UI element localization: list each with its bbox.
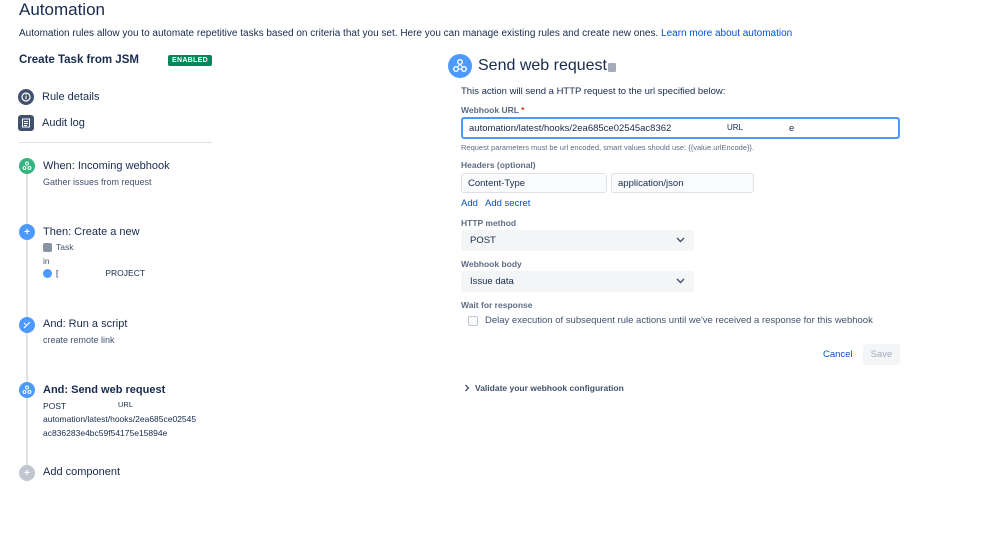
issue-type-label: Task (56, 242, 74, 252)
step-title[interactable]: When: Incoming webhook (43, 160, 170, 172)
step-subtitle: Gather issues from request (43, 177, 152, 187)
intro-description: Automation rules allow you to automate repetitive tasks based on criteria that you set. Here you can manage existing rules and create new ones. (19, 28, 659, 39)
webhook-icon (19, 382, 35, 398)
wait-response-checkbox[interactable] (468, 316, 478, 326)
url-overlay-label: URL (727, 123, 744, 132)
step-subtitle: create remote link (43, 335, 115, 345)
issue-type (43, 242, 73, 252)
add-secret-link[interactable]: Add secret (485, 198, 531, 209)
add-component-label[interactable]: Add component (43, 466, 121, 478)
step-script[interactable] (19, 317, 35, 333)
script-icon (19, 317, 35, 333)
input-value: automation/latest/hooks/2ea685ce02545ac8362 (469, 122, 672, 134)
header-value-input[interactable]: application/json (611, 173, 754, 193)
label-text: Webhook URL (461, 105, 519, 115)
task-icon (43, 243, 52, 252)
intro-text (19, 28, 792, 39)
webhook-url-label (461, 105, 524, 115)
nav-label: Rule details (42, 91, 100, 103)
validate-toggle[interactable] (464, 379, 624, 397)
project-name: PROJECT (105, 268, 146, 278)
wait-response-label: Wait for response (461, 300, 533, 310)
project-ref: [ PROJECT (43, 268, 145, 278)
select-value: Issue data (470, 276, 514, 287)
cancel-button[interactable]: Cancel (823, 349, 853, 360)
webhook-icon (19, 158, 35, 174)
url-help-text: Request parameters must be url encoded, smart values should use: {{value.urlEncode}}. (461, 143, 755, 152)
audit-log-icon (18, 115, 34, 131)
checkbox-label: Delay execution of subsequent rule actions until we've received a response for this webhook (485, 315, 873, 326)
method-text: POST (43, 401, 66, 411)
plus-icon: + (19, 465, 35, 481)
step-create[interactable] (19, 224, 35, 240)
add-header-link[interactable]: Add (461, 198, 478, 209)
http-method-select[interactable] (461, 230, 694, 251)
step-title[interactable]: And: Run a script (43, 318, 128, 330)
web-request-url-line: ac836283e4bc59f54175e15894e (43, 428, 168, 438)
step-title[interactable]: And: Send web request (43, 384, 166, 396)
webhook-body-select[interactable] (461, 271, 694, 292)
validate-label: Validate your webhook configuration (475, 383, 624, 393)
add-component-button[interactable] (19, 465, 35, 481)
required-marker: * (521, 105, 525, 115)
plus-icon: + (19, 224, 35, 240)
project-icon (43, 269, 52, 278)
webhook-body-label: Webhook body (461, 259, 522, 269)
web-request-method (43, 401, 116, 411)
rule-name: Create Task from JSM (19, 54, 139, 66)
learn-more-link[interactable]: Learn more about automation (661, 28, 793, 39)
webhook-url-input[interactable] (461, 117, 900, 139)
nav-audit-log[interactable] (18, 115, 85, 131)
nav-rule-details[interactable] (18, 89, 99, 105)
web-request-url-line: automation/latest/hooks/2ea685ce02545 (43, 414, 197, 424)
divider (19, 142, 212, 143)
chevron-right-icon (464, 379, 470, 397)
panel-description: This action will send a HTTP request to the url specified below: (461, 86, 726, 97)
step-web-request[interactable] (19, 382, 35, 398)
chevron-down-icon (676, 276, 685, 287)
headers-label: Headers (optional) (461, 160, 536, 170)
trash-icon[interactable] (608, 63, 616, 72)
url-tail: e (789, 123, 795, 134)
info-icon (18, 89, 34, 105)
url-overlay-label: URL (118, 400, 134, 409)
panel-title: Send web request (478, 57, 607, 74)
webhook-icon (448, 54, 472, 78)
save-button[interactable]: Save (863, 344, 900, 365)
header-key-input[interactable]: Content-Type (461, 173, 607, 193)
wait-response-option[interactable] (468, 315, 873, 326)
status-badge: ENABLED (168, 55, 212, 66)
page-title: Automation (19, 0, 105, 19)
chevron-down-icon (676, 235, 685, 246)
nav-label: Audit log (42, 117, 85, 129)
select-value: POST (470, 235, 496, 246)
http-method-label: HTTP method (461, 218, 517, 228)
step-title[interactable]: Then: Create a new (43, 226, 140, 238)
in-label: in (43, 256, 50, 266)
step-trigger[interactable] (19, 158, 35, 174)
